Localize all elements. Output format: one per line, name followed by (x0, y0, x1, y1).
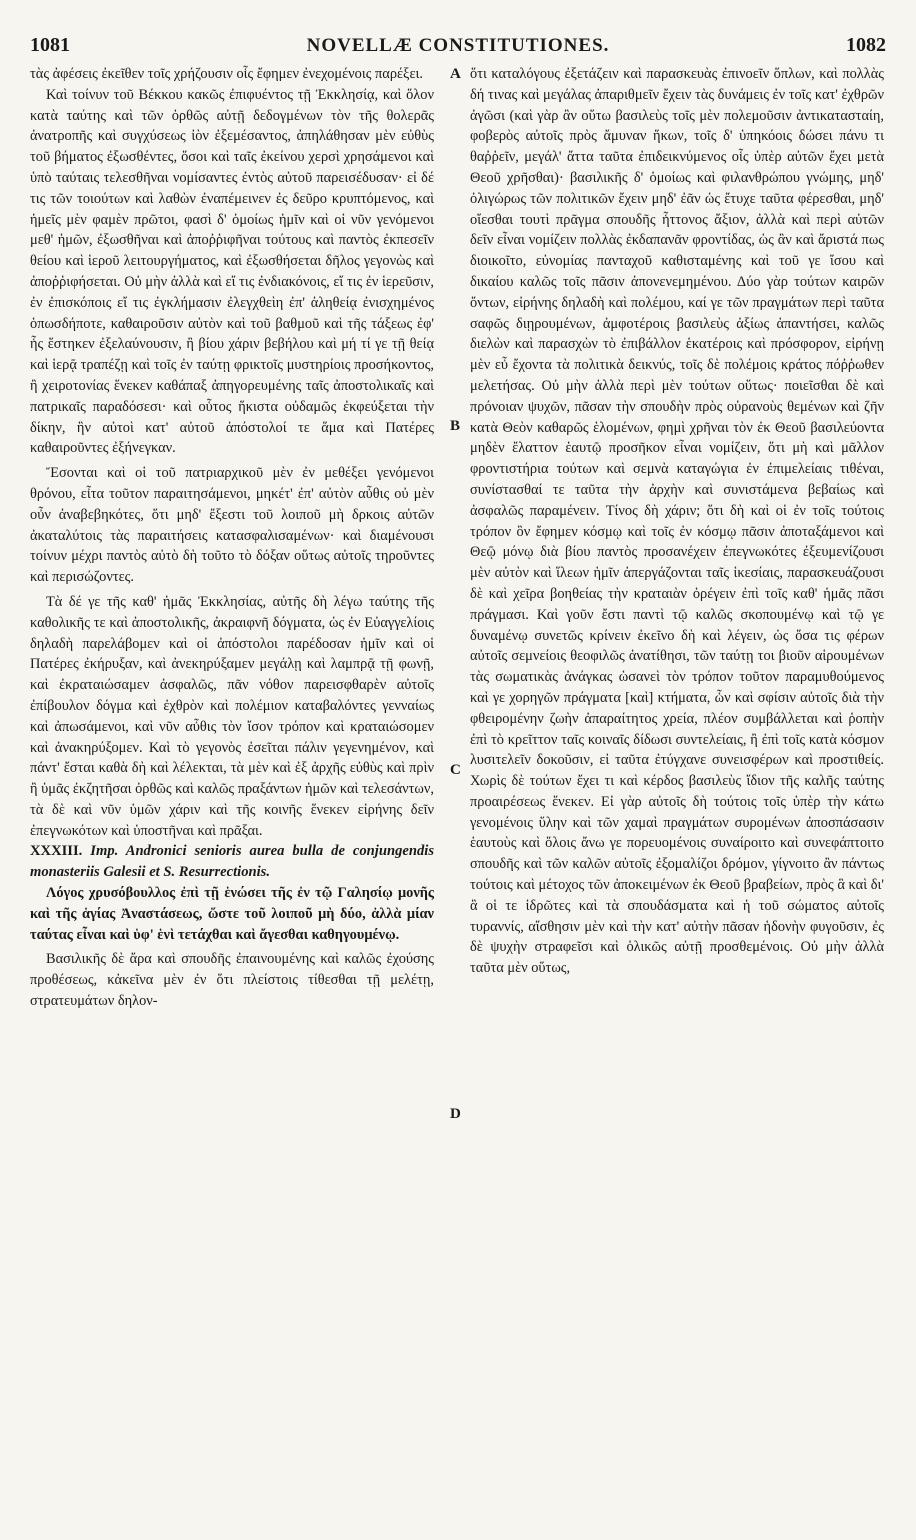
paragraph: Καὶ τοίνυν τοῦ Βέκκου κακῶς ἐπιφυέντος τῇ Ἐκκλησίᾳ, καὶ ὅλον κατὰ ταύτης καὶ τῶν ὀρθῶς αὐτῇ δεδογμένων τὸν τῆς θολερᾶς ἀνατροπῆς καὶ συγχύσεως ἰὸν ἐξεμέσαντος, ἀπηλάθησαν μὲν εὐθὺς τοῦ βήματος ἐξωσθέντες, ὅσοι καὶ ταῖς ἐκείνου χερσὶ χρησάμενοι καὶ ὑπὸ ταύταις τελεσθῆναι νομίσαντες ἐντὸς αὐτοῦ παρεισέδυσαν· εἰ δέ τις τῶν τοιούτων καὶ λαθὼν ἐναπέμεινεν ἐς δεῦρο κρυπτόμενος, καὶ ἡμεῖς μὲν φαμὲν πρῶτοι, φασὶ δ' ὁμοίως ἡμῖν καὶ οἱ νῦν γενόμενοι μεθ' ἡμῶν, ἐξωσθῆναι καὶ ἀποῤῥιφῆναι τούτους καὶ παντὸς ἐκπεσεῖν θείου καὶ ἱεροῦ λειτουργήματος, καὶ ἐξωσθήσεται δῆλος γεγονὼς καὶ ἀποῤῥιφήσεται. Οὐ μὴν ἀλλὰ καὶ εἴ τις ἐνδιακόνοις, εἴ τις ἐν ἱερεῦσιν, ἐν ἐπισκόποις εἴ τις ἐγκλήμασιν ἐλεγχθεὶη ἐπ' ἀληθείᾳ ἐνισχημένος ὁπωσδήποτε, καθαιροῦσιν αὐτὸν καὶ τοῦ βαθμοῦ καὶ τῆς τάξεως ἐφ' ἧς ἕστηκεν ἐξελαύνουσιν, ἢ βίου χάριν βεβήλου καὶ μή τί γε τῇ θείᾳ καὶ ἱερᾷ τραπέζῃ καὶ τοῖς ἐν ταύτῃ φρικτοῖς μυστηρίοις προσήκοντος, ἢ χειροτονίας ἕνεκεν καθάπαξ ἀπηγορευμένης ταῖς ἀποστολικαῖς καὶ πατρικαῖς παραδόσεσι· καὶ οὗτος ἥκιστα οὐδαμῶς ἐκφεύξεται τὴν δίκην, ἣν αὐτοὶ κατ' αὐτοῦ ἀπόστολοί τε ἅμα καὶ Πατέρες καθαιροῦντες ἐξήνεγκαν. (30, 86, 434, 457)
margin-marker-c: C (450, 762, 461, 778)
margin-marker-a: A (450, 66, 461, 82)
margin-marker-b: B (450, 418, 461, 434)
paragraph: Ἔσονται καὶ οἱ τοῦ πατριαρχικοῦ μὲν ἐν μεθέξει γενόμενοι θρόνου, εἶτα τοῦτον παραιτησάμενοι, μηκέτ' ἐπ' αὐτὸν αὖθις οὐ μὲν οὖν ἀναβεβηκότες, ὅτι μηδ' ἔξεστι τοῦ λοιποῦ μὴ δρκοις αὐτῶν ἀκαταλύτοις τὰς παραιτήσεις κατασφαλισαμένων· καὶ διαμένουσι τοίνυν μέχρι παντὸς αὐτὸ δὴ τοῦτο τὸ δόξαν οὕτως αὐτοῖς τηροῦντες καὶ περισώζοντες. (30, 465, 434, 586)
right-column (470, 64, 884, 979)
paragraph: Τὰ δέ γε τῆς καθ' ἡμᾶς Ἐκκλησίας, αὐτῆς δὴ λέγω ταύτης τῆς καθολικῆς τε καὶ ἀποστολικῆς, ἀκραιφνῆ δόγματα, ὡς ἐν Εὐαγγελίοις δηλαδὴ παρελάβομεν καὶ οἱ ἀπόστολοι παρέδοσαν ἡμῖν καὶ οἱ Πατέρες ἐκήρυξαν, καὶ ἀνεκηρύξαμεν μεγάλῃ καὶ λαμπρᾷ τῇ φωνῇ, καὶ ἐκραταιώσαμεν ἀσφαλῶς, πᾶν νόθον παρεισφθαρὲν αὐτοῖς ἐπίβουλον δόγμα καὶ ἐχθρὸν καὶ πολέμιον καταβαλόντες γενναίως καὶ ἀπωσάμενοι, καὶ νῦν αὖθις τὸν ἴσον τρόπον καὶ κραταιώσομεν καὶ ἀνακηρύξομεν. Καὶ τὸ γεγονὸς ἐσεῖται πάλιν γεγενημένον, καὶ πάντ' ἔσται καθὰ δὴ καὶ λέλεκται, τὰ μὲν καὶ ἐξ ἀρχῆς εὐθὺς καὶ πρὶν ἢ ὑμᾶς ἐκζητῆσαι ὀρθῶς καὶ καλῶς πραξάντων ἡμῶν καὶ τελεσάντων, τὰ δὲ καὶ νῦν ὑμῶν χάριν καὶ τῆς κοινῆς ἕνεκεν εἰρήνης δεῖν ἐπεγνωκότων καὶ ὑποστῆναι καὶ πρᾶξαι. (30, 593, 434, 839)
page-number-left: 1081 (30, 34, 70, 56)
running-header (30, 34, 886, 58)
margin-marker-d: D (450, 1106, 461, 1122)
left-column (30, 64, 434, 1012)
running-title: NOVELLÆ CONSTITUTIONES. (306, 35, 610, 56)
section-number: XXXIII. (30, 843, 83, 860)
paragraph: ὅτι καταλόγους ἐξετάζειν καὶ παρασκευὰς ἐπινοεῖν ὅπλων, καὶ πολλὰς δή τινας καὶ μεγάλας ἀπαριθμεῖν ἔχειν τὰς δυνάμεις ἐν τοῖς κατ' ἐχθρῶν ἀγῶσι (καὶ γὰρ ἂν οὕτω βασιλεὺς τοῖς μὲν πολεμοῦσιν ἀντικατασταίη, φοβερὸς αὐτοῖς πρὸς ἄμυναν ἥκων, τοῖς δ' ὑπηκόοις δώσει πάνυ τι θαῤῥεῖν, μεγάλ' ἄττα ταῦτα ἐπιδεικνύμενος οἷς ὑπὲρ αὐτῶν ἔχει μετὰ Θεοῦ χρῆσθαι)· βασιλικῆς δ' ὁμοίως καὶ φιλανθρώπου γνώμης, μηδ' ὀλιγώρως τῶν πολιτικῶν ἔχειν μηδ' ἐᾶν ὡς ἔτυχε ταῦτα φέρεσθαι, μηδ' οἴεσθαι τουτὶ πρᾶγμα σπουδῆς ἧττονος ἄξιον, ἀλλὰ καὶ περὶ αὐτῶν δεῖν εἶναι νομίζειν πολλὰς ἐκδαπανᾶν φροντίδας, ὡς ἂν καὶ ἄριστά πως διοικοῖτο, εὐνομίας πανταχοῦ καθισταμένης καὶ τοῦ γε ἴσου καὶ δικαίου καλῶς τοῖς πᾶσιν ἀπονενεμημένου. Δύο γὰρ τούτων καιρῶν ὄντων, εἰρήνης δηλαδὴ καὶ πολέμου, καί γε τῶν πραγμάτων περὶ ταῦτα σαφῶς διῃρουμένων, ἀμφοτέροις βασιλεὺς ἀξίως ἀπαντήσει, καλῶς διελὼν καὶ παρασχὼν τὸ ἐπιβάλλον ἑκατέροις καὶ πρόσφορον, εἰρήνῃ μὲν εὖ ἔχοντα τὰ πολιτικὰ δεικνύς, τοῖς δὲ πολέμοις κράτος πόῤῥωθεν μελετήσας. Οὐ μὴν ἀλλὰ περὶ μὲν τούτων οὕτως· ποιεῖσθαι δὲ καὶ πρόνοιαν ψυχῶν, πᾶσαν τὴν σπουδὴν πρὸς οὐρανοὺς θεμένων καὶ ζῆν κατὰ Θεὸν καθαρῶς ἑλομένων, φημὶ χρῆναι τὸν ἐκ Θεοῦ βασιλεύοντα μηδὲν ἔλαττον ἑαυτῷ προσῆκον εἶναι νομίζειν, ὅτι μὴ καὶ μᾶλλον φροντιστήρια τούτων καὶ σεμνὰ καταγώγια ἐν ἐπιμελείαις τιθέναι, συνίστασθαί τε ταῦτα τὴν ἀρχὴν καὶ συνιστάμενα βεβαίως καὶ ἀσφαλῶς παραμένειν. Τίνος δὴ χάριν; ὅτι δὴ καὶ οἱ ἐν τοῖς τούτοις τρόπον ὃν ἔφημεν κόσμῳ καὶ τοῖς ἐν κόσμῳ πᾶσιν ἀποταξάμενοι καὶ Θεῷ μόνῳ διὰ βίου παντὸς προσανέχειν ἐπεγνωκότες ἐξευμενίζουσι μὲν αὐτὸν καὶ ἵλεων ἡμῖν ἀπεργάζονται ταῖς ἱκεσίαις, παρασκευάζουσι δὲ καὶ χεῖρα βοηθείας τὴν κραταιὰν ὀρέγειν ἐπὶ τοῖς καθ' ἡμᾶς πᾶσι πράγμασι. Καὶ γοῦν ἔστι παντὶ τῷ καλῶς σκοπουμένῳ καὶ τῷ γε δυναμένῳ συνετῶς κρίνειν ἐκεῖνο δὴ καὶ λέγειν, ὡς ὅσα τις φέρων αὐτοῖς σεμνείοις θεοφιλῶς ἀνατίθησι, τῶν ταύτῃ τοι βιοῦν αἱρουμένων τὰς σωματικὰς ἀνάγκας ὡσανεὶ τὸν τρόπον τοῦτον παραμυθούμενος καὶ γε χορηγῶν πράγματα [καὶ] κτήματα, ὧν καὶ σφίσιν αὐτοῖς διὰ τὴν φθειρομένην ζωὴν ἀπαραίτητος χρεία, πλέον συμβάλλεται καὶ ῥοπὴν ἐπὶ τὸ κρεῖττον ταῖς κοιναῖς δίδωσι συντελείαις, ἢ ἐπὶ τοῖς κατὰ κόσμον λυσιτελεῖν δοκοῦσιν, εἰ ταῦτα ἐτύγχανε συνεισφέρων καὶ προστιθείς. Χωρὶς δὲ τούτων ἔχει τι καὶ κέρδος βασιλεὺς ἴδιον τῆς καλῆς ταύτης προαιρέσεως ἕνεκεν. Εἰ γὰρ αὐτοῖς δὴ τούτοις τοῖς ὑπὲρ τὴν κάτω γενομένοις ὕλην καὶ τῶν χαμαὶ πραγμάτων συρομένων ἀποσπάσασιν ἑαυτοὺς καὶ ὅλοις ἄνω γε πορευομένοις συναίροιτο καὶ συνεφάπτοιτο σπουδῆς καὶ τῶν καλῶν αὐτοῖς ἐξομαλίζοι δρόμον, γίγνοιτο ἂν πάντως τούτοις καὶ μέτοχος τῶν ἀποκειμένων ἐκ Θεοῦ βραβείων, πρὸς ἃ καὶ δι' ἃ οἱ τε ἱδρῶτες καὶ τὰ σπουδάσματα καὶ ἡ τοῦ σώματος αὐτοῖς τυραννίς, αἴσθησιν μὲν καὶ τὴν κατ' αὐτὴν πᾶσαν ἡδονὴν φυγοῦσιν, ἐς δὲ ψυχὴν στραφεῖσι καὶ ὁλικῶς αὐτῇ προσθεμένοις. Οὐ μὴν ἀλλὰ ταῦτα μὲν οὕτως, (470, 66, 884, 977)
document-title: Λόγος χρυσόβουλλος ἐπὶ τῇ ἑνώσει τῆς ἐν τῷ Γαλησίῳ μονῆς καὶ τῆς ἁγίας Ἀναστάσεως, ὥστε τοῦ λοιποῦ μὴ δύο, ἀλλὰ μίαν ταύτας εἶναι καὶ ὑφ' ἑνὶ τετάχθαι καὶ ἄγεσθαι καθηγουμένῳ. (30, 885, 434, 943)
page-number-right: 1082 (845, 34, 886, 56)
paragraph: Βασιλικῆς δὲ ἄρα καὶ σπουδῆς ἐπαινουμένης καὶ καλῶς ἐχούσης προθέσεως, κἀκεῖνα μὲν ἐν ὅτι πλείστοις τίθεσθαι τῇ μελέτῃ, στρατευμάτων δηλον- (30, 951, 434, 1010)
section-heading (30, 841, 434, 883)
section-title: Imp. Andronici senioris aurea bulla de conjungendis monasteriis Galesii et S. Resurrectionis. (30, 843, 435, 881)
paragraph: τὰς ἀφέσεις ἐκεῖθεν τοῖς χρήζουσιν οἷς ἔφημεν ἐνεχομένοις παρέξει. (30, 66, 423, 82)
